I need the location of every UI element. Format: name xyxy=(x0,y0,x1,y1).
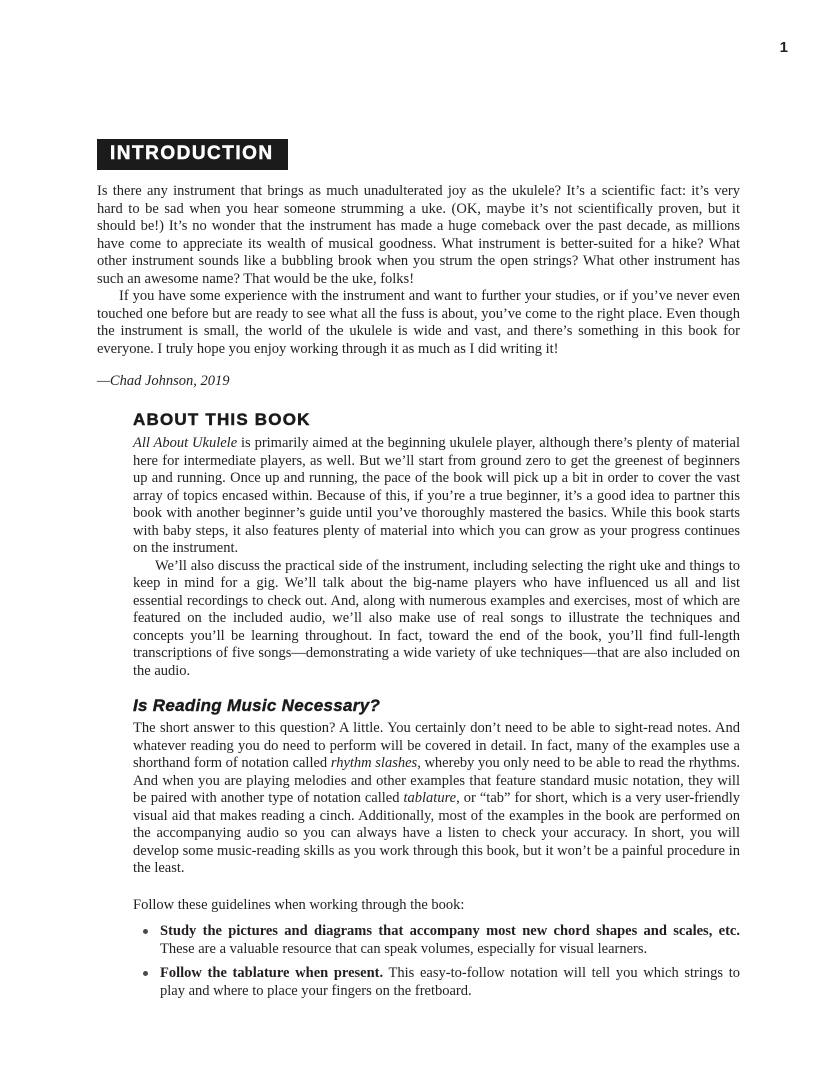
introduction-heading-label: INTRODUCTION xyxy=(110,143,274,164)
about-section xyxy=(133,410,740,1000)
page-content xyxy=(97,139,740,1007)
author-signature: —Chad Johnson, 2019 xyxy=(97,373,230,389)
guidelines-list xyxy=(133,923,740,1000)
bullet-icon xyxy=(143,971,148,976)
about-heading: ABOUT THIS BOOK xyxy=(133,410,311,429)
list-item xyxy=(133,965,740,1000)
about-paragraph-2: We’ll also discuss the practical side of the instrument, including selecting the right uke and things to keep in mind for a gig. We’ll talk about the big-name players who have influenced us all and list essential recordings to check out. And, along with numerous examples and exercises, most of which are featured on the included audio, we’ll also make use of real songs to illustrate the techniques and concepts you’ll be learning throughout. In fact, toward the end of the book, you’ll find full-length transcriptions of five songs—demonstrating a wide variety of uke techniques—that are also included on the audio. xyxy=(133,557,740,679)
intro-paragraph-1: Is there any instrument that brings as much unadulterated joy as the ukulele? It’s a scientific fact: it’s very hard to be sad when you hear someone strumming a uke. (OK, maybe it’s not scientifically proven, but it should be!) It’s no wonder that the instrument has made a huge comeback over the past decade, as millions have come to appreciate its wealth of musical goodness. What instrument is better-suited for a hike? What other instrument sounds like a bubbling brook when you strum the open strings? What other instrument has such an awesome name? That would be the uke, folks! xyxy=(97,183,740,287)
list-item xyxy=(133,923,740,958)
bullet-text: Follow the tablature when present. This easy-to-follow notation will tell you which strings to play and where to place your fingers on the fretboard. xyxy=(160,965,740,999)
about-paragraph-1: All About Ukulele is primarily aimed at the beginning ukulele player, although there’s plenty of material here for intermediate players, as well. But we’ll start from ground zero to get the greenest of beginners up and running. Once up and running, the pace of the book will pick up a bit in order to cover the vast array of topics encased within. Because of this, if you’re a true beginner, it’s a good idea to partner this book with another beginner’s guide until you’ve thoroughly mastered the basics. While this book starts with baby steps, it also features plenty of material into which you can grow as your progress continues on the instrument. xyxy=(133,435,740,556)
reading-music-paragraph: The short answer to this question? A little. You certainly don’t need to be able to sight-read notes. And whatever reading you do need to perform will be covered in detail. In fact, many of the examples use a shorthand form of notation called rhythm slashes, whereby you only need to be able to read the rhythms. And when you are playing melodies and other examples that feature standard music notation, they will be paired with another type of notation called tablature, or “tab” for short, which is a very user-friendly visual aid that makes reading a cinch. Additionally, most of the examples in the book are performed on the accompanying audio so you can always have a listen to check your accuracy. In short, you will develop some music-reading skills as you work through this book, but it won’t be a painful procedure in the least. xyxy=(133,720,740,876)
guidelines-intro: Follow these guidelines when working through the book: xyxy=(133,896,465,913)
intro-paragraph-2: If you have some experience with the instrument and want to further your studies, or if you’ve never even touched one before but are ready to see what all the fuss is about, you’ve come to the right place. Even though the instrument is small, the world of the ukulele is wide and vast, and there’s something in this book for everyone. I truly hope you enjoy working through it as much as I did writing it! xyxy=(97,288,740,357)
bullet-text: Study the pictures and diagrams that accompany most new chord shapes and scales, etc. These are a valuable resource that can speak volumes, especially for visual learners. xyxy=(160,923,740,957)
reading-music-heading: Is Reading Music Necessary? xyxy=(133,696,381,715)
bullet-icon xyxy=(143,929,148,934)
introduction-heading xyxy=(97,139,288,170)
page-number: 1 xyxy=(779,39,788,56)
